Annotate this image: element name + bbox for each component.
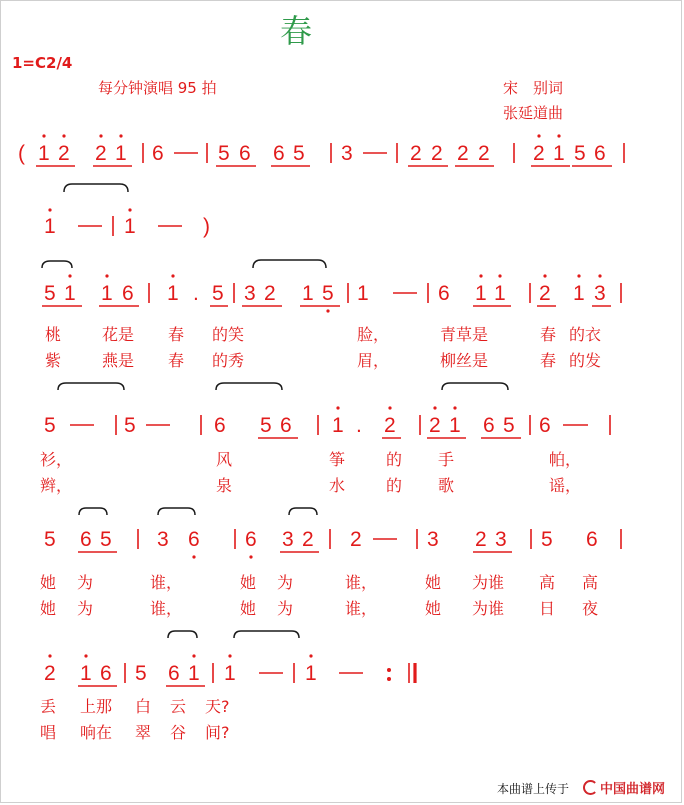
lyrics-row-5 (40, 573, 598, 618)
note: 6 (245, 528, 257, 551)
lyric: 她 (425, 599, 442, 618)
note: 1 (101, 282, 113, 305)
note: 1 (357, 282, 369, 305)
note: 5 (100, 528, 112, 551)
note: 6 (586, 528, 598, 551)
note: 5 (503, 414, 515, 437)
lyric: 桃 (45, 325, 62, 344)
lyric: 的秀 (212, 351, 245, 370)
note: 3 (594, 282, 606, 305)
lyric: 为 (277, 573, 294, 592)
lyric: 谁， (345, 599, 378, 618)
lyric: 燕是 (102, 351, 135, 370)
note: 3 (427, 528, 439, 551)
lyric: 水 (329, 476, 346, 495)
lyric: 云 (170, 697, 187, 716)
lyric: 柳丝是 (440, 351, 489, 370)
note: 2 (429, 414, 441, 437)
lyric: 脸， (357, 325, 390, 344)
lyric: 眉， (357, 351, 390, 370)
lyric: 的 (386, 450, 403, 469)
lyrics-row-3 (45, 325, 601, 370)
note: 1 (38, 142, 50, 165)
note: 5 (44, 528, 56, 551)
lyric: 天? (205, 697, 230, 716)
lyric: 的发 (569, 351, 602, 370)
lyric: 帕， (549, 450, 582, 469)
lyric: 她 (425, 573, 442, 592)
note: 1 (167, 282, 179, 305)
lyric: 的 (386, 476, 403, 495)
score-row-4 (44, 383, 610, 438)
note: 2 (350, 528, 362, 551)
tie (216, 383, 282, 390)
lyric: 她 (40, 573, 57, 592)
note: 6 (152, 142, 164, 165)
score-row-6 (44, 631, 415, 686)
lyric: 谷 (170, 723, 187, 742)
lyric: 为 (77, 573, 94, 592)
note: 5 (260, 414, 272, 437)
note: 6 (438, 282, 450, 305)
note: 3 (244, 282, 256, 305)
close-paren: ) (203, 215, 210, 238)
note: 2 (302, 528, 314, 551)
note: 6 (168, 662, 180, 685)
lyric: 泉 (216, 476, 233, 495)
note: 1 (449, 414, 461, 437)
lyric: 的笑 (212, 325, 245, 344)
lyric: 间? (205, 723, 230, 742)
lyric: 她 (240, 599, 257, 618)
open-paren: ( (18, 142, 25, 165)
note: 6 (122, 282, 134, 305)
note: 5 (541, 528, 553, 551)
tie (64, 184, 128, 192)
lyric: 她 (240, 573, 257, 592)
note: 6 (273, 142, 285, 165)
lyric: 丢 (40, 697, 57, 716)
tie (42, 261, 72, 268)
note: 6 (214, 414, 226, 437)
note: 3 (495, 528, 507, 551)
tie (289, 508, 317, 515)
lyric: 谁， (150, 599, 183, 618)
note: 1 (494, 282, 506, 305)
upload-note: 本曲谱上传于 (497, 782, 570, 796)
tie (58, 383, 124, 390)
lyric: 春 (540, 351, 557, 370)
lyric: 春 (168, 351, 185, 370)
note: 3 (341, 142, 353, 165)
lyric: 辫， (40, 476, 73, 495)
score-row-3 (42, 260, 621, 313)
lyric: 谁， (345, 573, 378, 592)
note: 5 (124, 414, 136, 437)
tie (253, 260, 326, 268)
lyric: 夜 (582, 599, 599, 618)
note: 5 (218, 142, 230, 165)
note: 2 (264, 282, 276, 305)
lyric: 日 (539, 599, 556, 618)
note: 1 (475, 282, 487, 305)
note: 2 (533, 142, 545, 165)
lyric: 手 (438, 450, 455, 469)
note: 2 (457, 142, 469, 165)
note: 1 (332, 414, 344, 437)
lyric: 的衣 (569, 325, 602, 344)
lyric: 为谁 (472, 573, 505, 592)
tie (442, 383, 508, 390)
lyric: 春 (540, 325, 557, 344)
tie (79, 508, 107, 515)
lyric: 谁， (150, 573, 183, 592)
lyric: 歌 (438, 476, 455, 495)
lyric: 上那 (80, 697, 113, 716)
note: 6 (539, 414, 551, 437)
score-row-5 (44, 508, 621, 559)
note: 2 (58, 142, 70, 165)
score-row-2 (44, 184, 210, 238)
note: 6 (594, 142, 606, 165)
note: 3 (282, 528, 294, 551)
note: 2 (539, 282, 551, 305)
note: . (356, 414, 362, 437)
score-row-1 (18, 134, 624, 166)
key-signature: 1=C2/4 (12, 54, 73, 72)
note: 5 (135, 662, 147, 685)
lyric: 高 (539, 573, 556, 592)
note: 5 (44, 414, 56, 437)
note: 1 (573, 282, 585, 305)
note: 5 (44, 282, 56, 305)
tie (168, 631, 197, 638)
note: 3 (157, 528, 169, 551)
tie (234, 631, 299, 638)
note: 1 (124, 215, 136, 238)
note: 1 (302, 282, 314, 305)
note: 2 (478, 142, 490, 165)
note: 1 (224, 662, 236, 685)
note: 2 (384, 414, 396, 437)
note: 1 (188, 662, 200, 685)
site-name: 中国曲谱网 (600, 782, 666, 797)
lyric: 筝 (329, 450, 346, 469)
tie (158, 508, 195, 515)
lyric: 春 (168, 325, 185, 344)
lyric: 翠 (135, 723, 152, 742)
note: 5 (293, 142, 305, 165)
lyric: 响在 (80, 723, 113, 742)
note: . (193, 282, 199, 305)
tempo-marking: 每分钟演唱 95 拍 (98, 79, 217, 97)
note: 2 (95, 142, 107, 165)
lyric: 为谁 (472, 599, 505, 618)
lyric: 白 (135, 697, 152, 716)
lyric: 唱 (40, 723, 57, 742)
logo-mark-icon (583, 780, 598, 795)
note: 2 (410, 142, 422, 165)
lyrics-row-4 (40, 450, 581, 495)
note: 6 (80, 528, 92, 551)
note: 2 (44, 662, 56, 685)
lyric: 高 (582, 573, 599, 592)
lyric: 为 (77, 599, 94, 618)
lyric: 为 (277, 599, 294, 618)
note: 6 (100, 662, 112, 685)
note: 2 (431, 142, 443, 165)
note: 1 (64, 282, 76, 305)
note: 5 (212, 282, 224, 305)
note: 1 (553, 142, 565, 165)
lyric: 花是 (102, 325, 135, 344)
note: 6 (188, 528, 200, 551)
lyric: 紫 (45, 351, 62, 370)
note: 6 (239, 142, 251, 165)
lyric: 她 (40, 599, 57, 618)
lyricist-credit: 宋 别词 (503, 79, 564, 97)
note: 6 (483, 414, 495, 437)
note: 5 (574, 142, 586, 165)
song-title: 春 (280, 12, 313, 50)
lyric: 谣， (549, 476, 582, 495)
note: 2 (475, 528, 487, 551)
lyric: 青草是 (440, 325, 489, 344)
note: 1 (44, 215, 56, 238)
lyrics-row-6 (40, 697, 230, 742)
lyric: 衫， (40, 450, 73, 469)
note: 5 (322, 282, 334, 305)
note: 1 (80, 662, 92, 685)
note: 6 (280, 414, 292, 437)
note: 1 (305, 662, 317, 685)
composer-credit: 张延道曲 (503, 104, 564, 122)
site-logo[interactable] (583, 778, 665, 797)
note: 1 (115, 142, 127, 165)
lyric: 风 (216, 450, 233, 469)
